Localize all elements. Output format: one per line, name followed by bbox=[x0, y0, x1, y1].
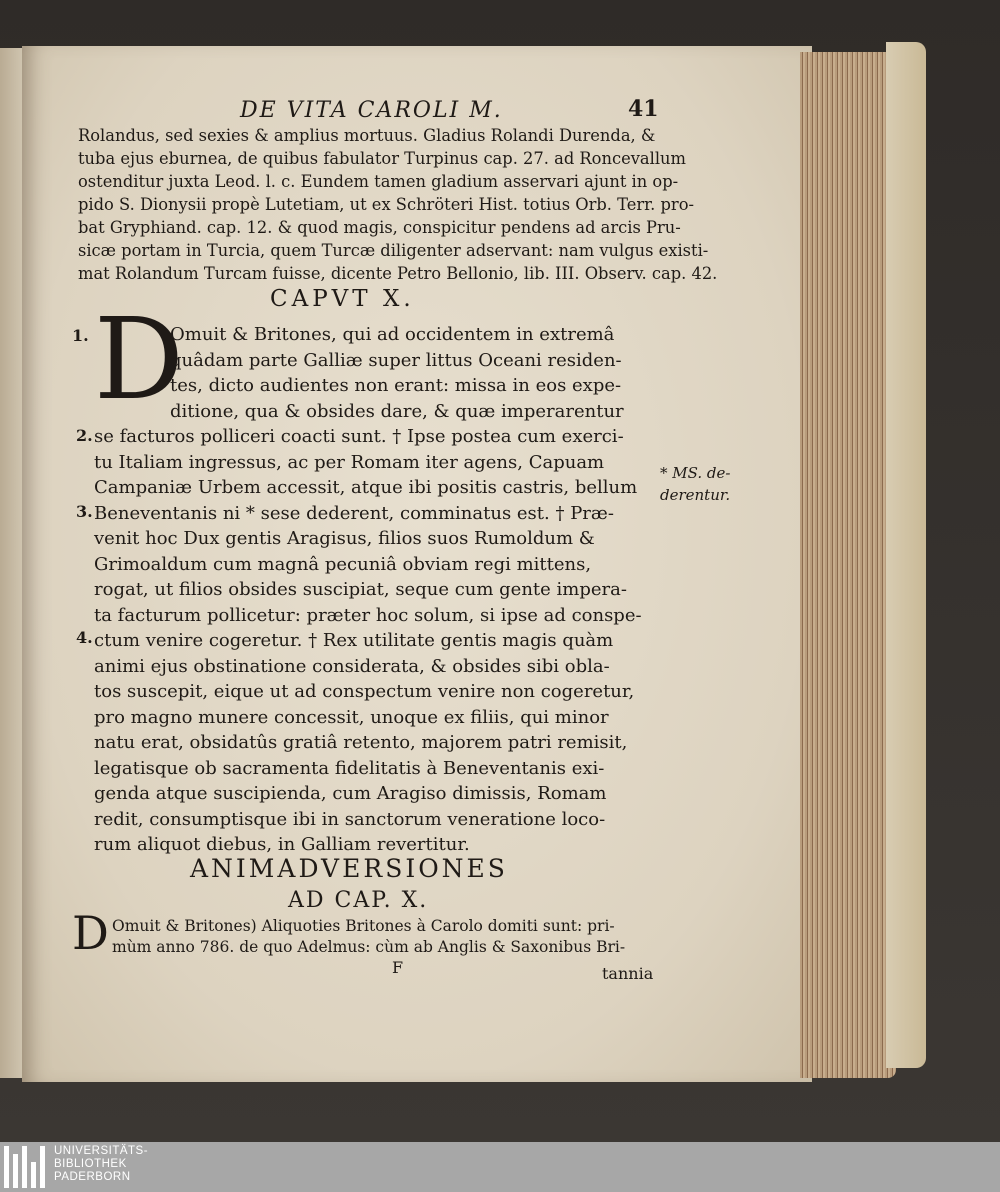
text-line: Campaniæ Urbem accessit, atque ibi positis castris, bellum bbox=[94, 477, 638, 498]
text-line: Omuit & Britones) Aliquoties Britones à Carolo domiti sunt: pri- bbox=[112, 917, 615, 935]
margin-note-line: derentur. bbox=[660, 486, 731, 504]
drop-cap: D bbox=[94, 295, 184, 425]
notes-text bbox=[112, 916, 656, 958]
text-line: tes, dicto audientes non erant: missa in eos expe- bbox=[170, 375, 622, 396]
text-line: tos suscepit, eique ut ad conspectum venire non cogeretur, bbox=[94, 681, 635, 702]
animadversiones-heading: ANIMADVERSIONES bbox=[190, 854, 508, 883]
text-line: sicæ portam in Turcia, quem Turcæ diligenter adservant: nam vulgus existi- bbox=[78, 241, 709, 260]
running-head: DE VITA CAROLI M. bbox=[240, 98, 503, 123]
text-line: Grimoaldum cum magnâ pecuniâ obviam regi mittens, bbox=[94, 553, 592, 575]
text-line: Rolandus, sed sexies & amplius mortuus. Gladius Rolandi Durenda, & bbox=[78, 126, 656, 145]
chapter-text-indented bbox=[170, 322, 658, 424]
text-line: ta facturum pollicetur: præter hoc solum, si ipse ad conspe- bbox=[94, 604, 642, 626]
text-line: quâdam parte Galliæ super littus Oceani residen- bbox=[170, 349, 622, 371]
library-name-line: PADERBORN bbox=[54, 1171, 131, 1183]
text-line: Beneventanis ni * sese dederent, comminatus est. † Præ- bbox=[94, 502, 614, 524]
library-logo-icon bbox=[4, 1146, 46, 1188]
text-line: rogat, ut filios obsides suscipiat, seque cum gente impera- bbox=[94, 579, 627, 600]
continued-paragraph bbox=[78, 124, 718, 285]
text-line: ostenditur juxta Leod. l. c. Eundem tamen gladium asservari ajunt in op- bbox=[78, 172, 679, 191]
text-line: legatisque ob sacramenta fidelitatis à Beneventanis exi- bbox=[94, 757, 605, 779]
text-line: ditione, qua & obsides dare, & quæ imperarentur bbox=[170, 400, 624, 422]
text-line: venit hoc Dux gentis Aragisus, filios suos Rumoldum & bbox=[94, 528, 595, 549]
chapter-text bbox=[94, 424, 658, 858]
text-line: mat Rolandum Turcam fuisse, dicente Petro Bellonio, lib. III. Observ. cap. 42. bbox=[78, 264, 718, 283]
book-cover-edge bbox=[886, 42, 926, 1068]
library-name-line: UNIVERSITÄTS- bbox=[54, 1145, 149, 1157]
section-number: 2. bbox=[76, 426, 93, 445]
page-number: 41 bbox=[628, 96, 659, 122]
text-line: mùm anno 786. de quo Adelmus: cùm ab Anglis & Saxonibus Bri- bbox=[112, 938, 626, 956]
library-footer bbox=[0, 1142, 1000, 1192]
section-number: 3. bbox=[76, 502, 93, 521]
text-line: ctum venire cogeretur. † Rex utilitate gentis magis quàm bbox=[94, 630, 614, 651]
text-line: pido S. Dionysii propè Lutetiam, ut ex Schröteri Hist. totius Orb. Terr. pro- bbox=[78, 195, 695, 214]
text-line: bat Gryphiand. cap. 12. & quod magis, conspicitur pendens ad arcis Pru- bbox=[78, 218, 681, 237]
text-line: redit, consumptisque ibi in sanctorum veneratione loco- bbox=[94, 808, 606, 830]
margin-note-line: * MS. de- bbox=[660, 464, 731, 482]
catchword: tannia bbox=[602, 964, 654, 983]
margin-note bbox=[660, 462, 730, 506]
chapter-title: CAPVT X. bbox=[270, 286, 415, 312]
text-line: Omuit & Britones, qui ad occidentem in extremâ bbox=[170, 324, 615, 345]
text-line: tuba ejus eburnea, de quibus fabulator Turpinus cap. 27. ad Roncevallum bbox=[78, 149, 686, 168]
text-line: se facturos polliceri coacti sunt. † Ipse postea cum exerci- bbox=[94, 426, 624, 447]
page-block-edges bbox=[800, 52, 896, 1078]
signature-mark: F bbox=[392, 958, 404, 977]
section-number: 4. bbox=[76, 628, 93, 647]
library-name-line: BIBLIOTHEK bbox=[54, 1158, 127, 1170]
text-line: animi ejus obstinatione considerata, & obsides sibi obla- bbox=[94, 655, 610, 677]
text-line: tu Italiam ingressus, ac per Romam iter agens, Capuam bbox=[94, 451, 605, 473]
text-line: rum aliquot diebus, in Galliam revertitur. bbox=[94, 834, 470, 855]
library-name bbox=[54, 1145, 148, 1184]
text-line: genda atque suscipienda, cum Aragiso dimissis, Romam bbox=[94, 783, 607, 804]
section-number: 1. bbox=[72, 326, 89, 345]
animadversiones-subheading: AD CAP. X. bbox=[288, 888, 429, 913]
notes-drop-cap: D bbox=[72, 906, 109, 960]
text-line: pro magno munere concessit, unoque ex filiis, qui minor bbox=[94, 706, 609, 728]
text-line: natu erat, obsidatûs gratiâ retento, majorem patri remisit, bbox=[94, 732, 628, 753]
